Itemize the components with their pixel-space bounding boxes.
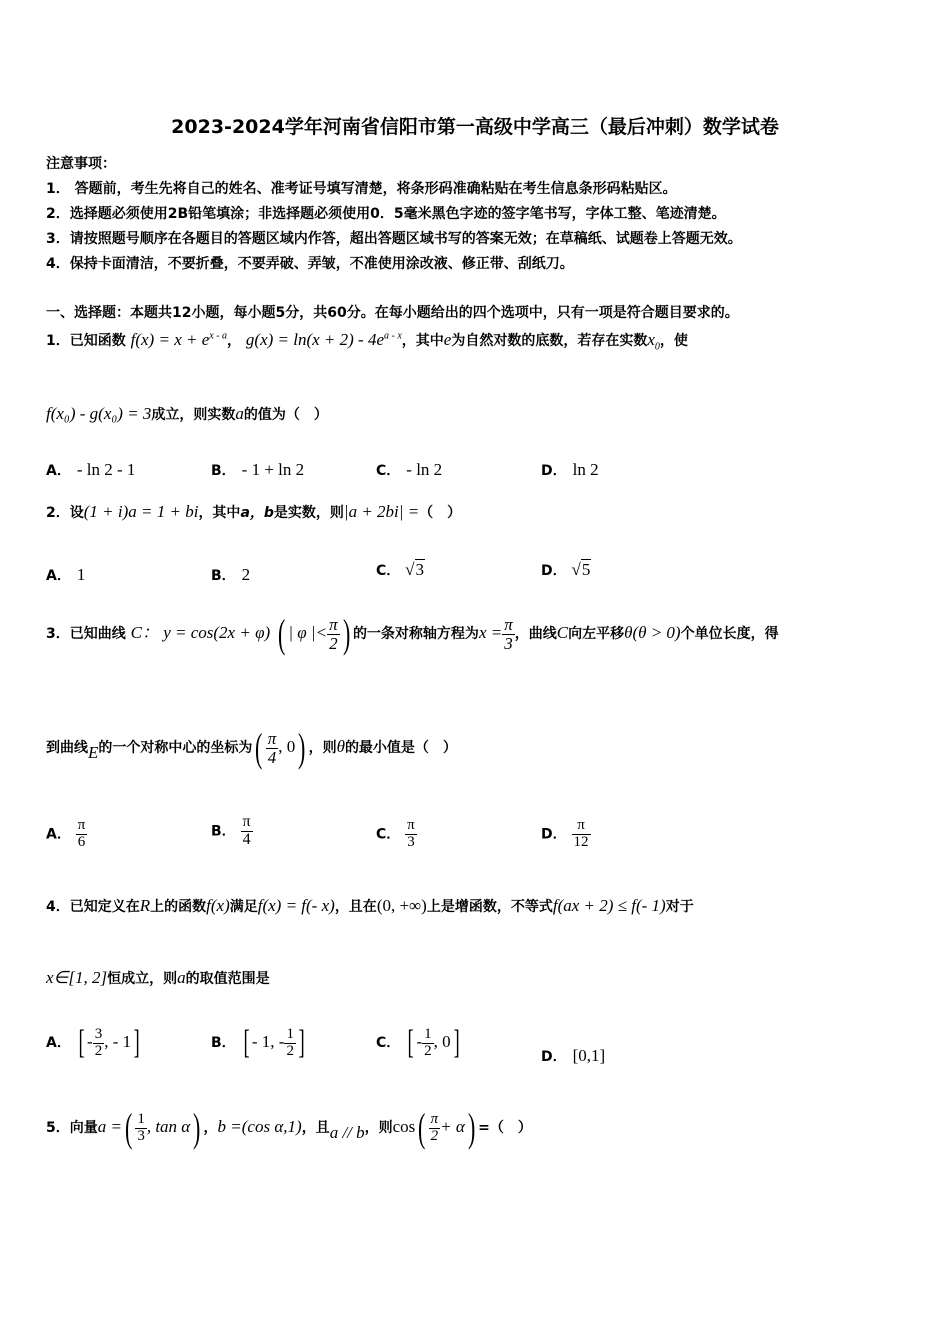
q3-option-a[interactable]: A． $\frac{\pi}{6}$ bbox=[46, 817, 86, 850]
sqrt-3: √3 bbox=[405, 560, 424, 579]
section-heading: 一、选择题：本题共12小题，每小题5分，共60分。在每小题给出的四个选项中，只有一项是符合题目要求的。 bbox=[46, 305, 739, 321]
q1-e-symbol: e bbox=[443, 330, 452, 349]
q1-f-def: $f(x) = x + e^{x - a}$ bbox=[130, 330, 228, 349]
question-5: 5．向量a =( $\frac{1}{3}$ , tan α) ，b =(cos α,1)，且a // b，则cos( $\frac{\pi}{2}$ + α) =（ ） bbox=[46, 1105, 532, 1150]
q4-option-c[interactable]: C． [ - $\frac{1}{2}$ , 0] bbox=[376, 1024, 460, 1061]
question-4-line2: x∈[1, 2]恒成立，则a的取值范围是 bbox=[46, 968, 270, 987]
q1-g-def: $g(x) = \ln(x + 2) - 4e^{a - x}$ bbox=[245, 330, 402, 349]
pi-over-3: $\frac{\pi}{3}$ bbox=[504, 614, 513, 653]
q1-condition: f(x₀) - g(x₀) = 3 bbox=[46, 404, 152, 423]
q5-vector-b: b =(cos α,1) bbox=[217, 1117, 302, 1136]
question-4: 4．已知定义在R上的函数f(x)满足f(x) = f(- x)，且在(0, +∞)上是增函数，不等式f(ax + 2) ≤ f(- 1)对于 bbox=[46, 896, 694, 915]
q3-option-c[interactable]: C． $\frac{\pi}{3}$ bbox=[376, 817, 415, 850]
q4-option-a[interactable]: A． [ - $\frac{3}{2}$ , - 1] bbox=[46, 1024, 140, 1061]
q2-option-b[interactable]: B． 2 bbox=[211, 565, 251, 584]
question-3-line2: 到曲线E的一个对称中心的坐标为( $\frac{\pi}{4}$ , 0) ，则θ的最小值是（ ） bbox=[46, 725, 457, 770]
q1-a-symbol: a bbox=[235, 404, 244, 423]
q4-option-b[interactable]: B． [ - 1, - $\frac{1}{2}$ ] bbox=[211, 1024, 305, 1061]
q1-option-d[interactable]: D． ln 2 bbox=[541, 460, 599, 479]
notice-item-2: 2．选择题必须使用2B铅笔填涂；非选择题必须使用0．5毫米黑色字迹的签字笔书写，字体工整、笔迹清楚。 bbox=[46, 206, 726, 222]
q3-option-b[interactable]: B． $\frac{\pi}{4}$ bbox=[211, 813, 251, 848]
notice-heading: 注意事项： bbox=[46, 156, 116, 172]
notice-item-3: 3．请按照题号顺序在各题目的答题区域内作答，超出答题区域书写的答案无效；在草稿纸、试题卷上答题无效。 bbox=[46, 231, 742, 247]
q2-option-a[interactable]: A． 1 bbox=[46, 565, 86, 584]
q2-abs: |a + 2bi| = bbox=[343, 502, 420, 521]
q1-option-a[interactable]: A． - ln 2 - 1 bbox=[46, 460, 136, 479]
q1-option-c[interactable]: C． - ln 2 bbox=[376, 460, 443, 479]
q3-option-d[interactable]: D． $\frac{\pi}{12}$ bbox=[541, 817, 589, 850]
q2-equation: (1 + i)a = 1 + bi bbox=[83, 502, 199, 521]
notice-item-1: 1． 答题前，考生先将自己的姓名、准考证号填写清楚，将条形码准确粘贴在考生信息条形码粘贴区。 bbox=[46, 181, 677, 197]
question-3: 3．已知曲线 C： y = cos(2x + φ) ( | φ |< $\frac{\pi}{2}$ ) 的一条对称轴方程为x = $\frac{\pi}{3}$ ，曲线C向左平移θ(θ > 0)个单位长度，得 bbox=[46, 611, 779, 656]
q2-option-d[interactable]: D． √5 bbox=[541, 560, 591, 579]
question-1-line2: f(x₀) - g(x₀) = 3成立，则实数a的值为（ ） bbox=[46, 404, 328, 423]
q1-lead: 1．已知函数 bbox=[46, 333, 126, 349]
notice-item-4: 4．保持卡面清洁，不要折叠，不要弄破、弄皱，不准使用涂改液、修正带、刮纸刀。 bbox=[46, 256, 574, 272]
q5-vector-a: a = bbox=[97, 1117, 122, 1136]
q2-option-c[interactable]: C． √3 bbox=[376, 560, 424, 579]
q1-x0: $x_0$ bbox=[647, 330, 660, 353]
question-1: 1．已知函数 $f(x) = x + e^{x - a}$， $g(x) = \ln(x + 2) - 4e^{a - x}$，其中e为自然对数的底数，若存在实数$x_0$，使 bbox=[46, 330, 688, 353]
question-2: 2．设(1 + i)a = 1 + bi，其中a，b是实数，则|a + 2bi| =（ ） bbox=[46, 502, 462, 521]
q2-vars: a，b bbox=[240, 505, 274, 521]
pi-over-4: $\frac{\pi}{4}$ bbox=[267, 728, 277, 767]
q3-curve: C： y = cos(2x + φ) bbox=[130, 623, 271, 642]
sqrt-5: √5 bbox=[571, 560, 591, 579]
q4-option-d[interactable]: D． [0,1] bbox=[541, 1046, 606, 1065]
pi-over-2: $\frac{\pi}{2}$ bbox=[329, 614, 338, 653]
q1-option-b[interactable]: B． - 1 + ln 2 bbox=[211, 460, 305, 479]
page-title: 2023-2024学年河南省信阳市第一高级中学高三（最后冲刺）数学试卷 bbox=[171, 116, 779, 138]
